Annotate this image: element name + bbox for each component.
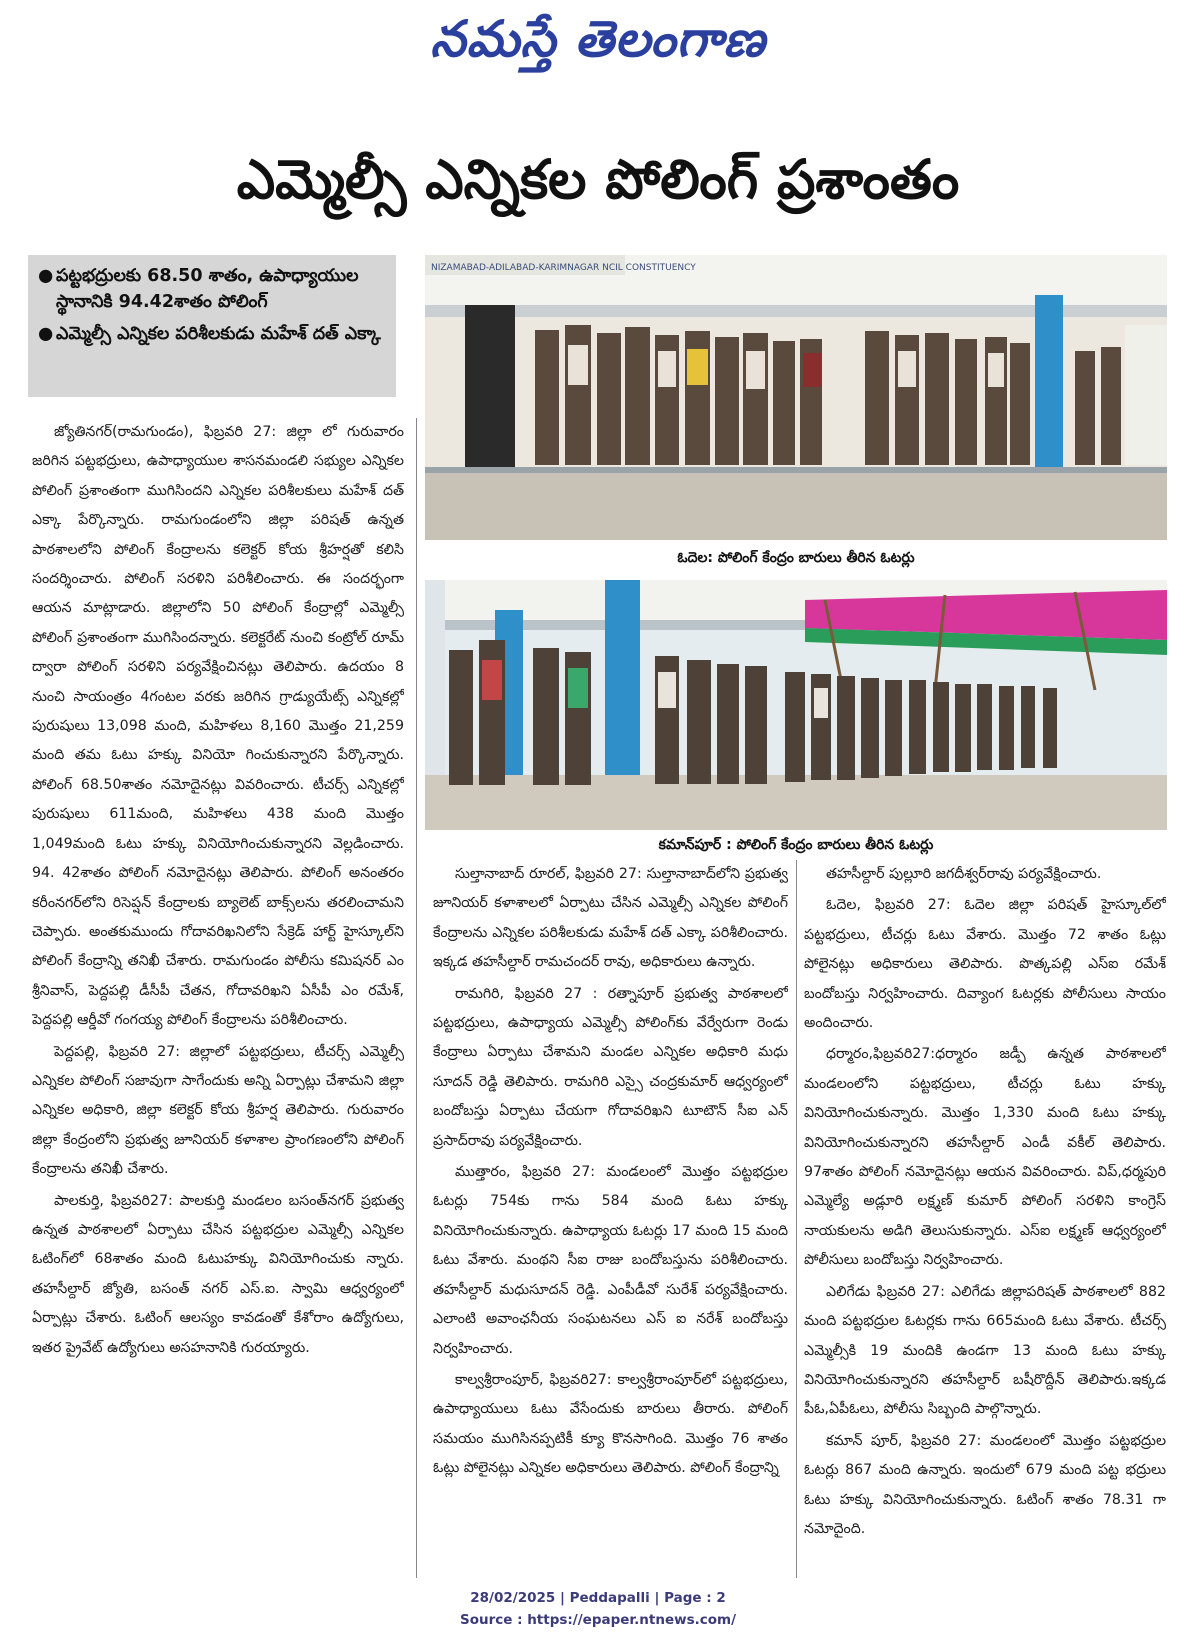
highlight-item	[38, 321, 386, 347]
article-paragraph: కాల్వశ్రీరాంపూర్, ఫిబ్రవరి27: కాల్వశ్రీరాంపూర్‌లో పట్టభద్రులు, ఉపాధ్యాయులు ఓటు వేసేందుకు బారులు తీరారు. పోలింగ్ సమయం ముగిసినప్పటికీ క్యూ కొనసాగింది. మొత్తం 76 శాతం ఓట్లు పోలైనట్లు ఎన్నికల అధికారులు తెలిపారు. పోలింగ్ కేంద్రాన్ని	[433, 1371, 788, 1477]
footer-date-page: 28/02/2025 | Peddapalli | Page : 2	[470, 1590, 726, 1606]
polling-banner-text: NIZAMABAD-ADILABAD-KARIMNAGAR NCIL CONSTITUENCY	[431, 263, 696, 273]
column-divider	[416, 418, 417, 1578]
photo-odela-image	[425, 255, 1167, 540]
bullet-icon: ●	[38, 324, 54, 344]
footer-source-link[interactable]: Source : https://epaper.ntnews.com/	[459, 1612, 737, 1628]
article-paragraph: ధర్మారం,ఫిబ్రవరి27:ధర్మారం జడ్పీ ఉన్నత పాఠశాలలో మండలంలోని పట్టభద్రులు, టీచర్లు ఓటు హక్కు వినియోగించుకున్నారు. మొత్తం 1,330 మంది ఓటు హక్కు వినియోగించుకున్నారని తహసీల్దార్ ఎండీ వకీల్ తెలిపారు. 97శాతం పోలింగ్ నమోదైనట్లు ఆయన వివరించారు. విప్,ధర్మపురి ఎమ్మెల్యే అడ్లూరి లక్ష్మణ్ కుమార్ పోలింగ్ సరళిని కాంగ్రెస్ నాయకులను అడిగి తెలుసుకున్నారు. ఎస్ఐ లక్ష్మణ్ ఆధ్వర్యంలో పోలీసులు బందోబస్తు నిర్వహించారు.	[804, 1046, 1166, 1269]
photo-caption: కమాన్‌పూర్ : పోలింగ్ కేంద్రం బారులు తీరిన ఓటర్లు	[658, 837, 934, 853]
article-paragraph: పాలకుర్తి, ఫిబ్రవరి27: పాలకుర్తి మండలం బసంత్‌నగర్ ప్రభుత్వ ఉన్నత పాఠశాలలో ఏర్పాటు చేసిన పట్టభద్రుల ఎమ్మెల్సీ ఎన్నికల ఓటింగ్‌లో 68శాతం మంది ఓటుహక్కు వినియోగించుకు న్నారు. తహసీల్దార్ జ్యోతి, బసంత్ నగర్ ఎస్.ఐ. స్వామి ఆధ్వర్యంలో ఏర్పాట్లు చేశారు. ఓటింగ్ ఆలస్యం కావడంతో కేశోరాం ఉద్యోగులు, ఇతర ప్రైవేట్ ఉద్యోగులు అసహనానికి గురయ్యారు.	[32, 1192, 404, 1356]
highlight-text: ఎమ్మెల్సీ ఎన్నికల పరిశీలకుడు మహేశ్ దత్ ఎక్కా	[56, 324, 381, 344]
article-paragraph: రామగిరి, ఫిబ్రవరి 27 : రత్నాపూర్ ప్రభుత్వ పాఠశాలలో పట్టభద్రులు, ఉపాధ్యాయ ఎమ్మెల్సీ పోలింగ్‌కు వేర్వేరుగా రెండు కేంద్రాలు ఏర్పాటు చేశామని మండల ఎన్నికల అధికారి మధు సూదన్ రెడ్డి తెలిపారు. రామగిరి ఎస్సై చంద్రకుమార్ ఆధ్వర్యంలో బందోబస్తు ఏర్పాటు చేయగా గోదావరిఖని టూటౌన్ సీఐ ఎన్ ప్రసాద్‌రావు పర్యవేక్షించారు.	[433, 985, 788, 1149]
article-paragraph: ఎలిగేడు ఫిబ్రవరి 27: ఎలిగేడు జిల్లాపరిషత్ పాఠశాలలో 882 మంది పట్టభద్రుల ఓటర్లకు గాను 665మంది ఓటు వేశారు. టీచర్స్ ఎమ్మెల్సీకి 19 మందికి ఉండగా 13 మంది ఓటు హక్కు వినియోగించుకున్నారని తహసీల్దార్ బషీరొద్దీన్ తెలిపారు.ఇక్కడ పీఓ,ఏపీఓలు, పోలీసు సిబ్బంది పాల్గొన్నారు.	[804, 1283, 1166, 1418]
article-paragraph: ముత్తారం, ఫిబ్రవరి 27: మండలంలో మొత్తం పట్టభద్రుల ఓటర్లు 754కు గాను 584 మంది ఓటు హక్కు వినియోగించుకున్నారు. ఉపాధ్యాయ ఓటర్లు 17 మంది 15 మంది ఓటు వేశారు. మంథని సీఐ రాజు బందోబస్తును పరిశీలించారు. తహసీల్దార్ మధుసూదన్ రెడ్డి. ఎంపీడీవో సురేశ్ పర్యవేక్షించారు. ఎలాంటి అవాంఛనీయ సంఘటనలు ఎస్ ఐ నరేశ్ బందోబస్తు నిర్వహించారు.	[433, 1164, 788, 1357]
masthead-logo: నమస్తే తెలంగాణ	[430, 9, 766, 68]
highlight-text: పట్టభద్రులకు 68.50 శాతం, ఉపాధ్యాయుల స్థానానికి 94.42శాతం పోలింగ్	[56, 266, 359, 312]
photo-caption: ఓదెల: పోలింగ్ కేంద్రం బారులు తీరిన ఓటర్లు	[677, 550, 915, 566]
article-paragraph: తహసీల్దార్ పుల్లూరి జగదీశ్వర్‌రావు పర్యవేక్షించారు.	[826, 866, 1102, 882]
article-paragraph: పెద్దపల్లి, ఫిబ్రవరి 27: జిల్లాలో పట్టభద్రులు, టీచర్స్ ఎమ్మెల్సీ ఎన్నికల పోలింగ్ సజావుగా సాగేందుకు అన్ని ఏర్పాట్లు చేశామని జిల్లా ఎన్నికల అధికారి, జిల్లా కలెక్టర్ కోయ శ్రీహర్ష తెలిపారు. గురువారం జిల్లా కేంద్రంలోని ప్రభుత్వ జూనియర్ కళాశాల ప్రాంగణంలోని పోలింగ్ కేంద్రాలను తనిఖీ చేశారు.	[32, 1043, 404, 1178]
article-column-1	[32, 418, 404, 1576]
highlights-box	[28, 255, 396, 397]
column-divider	[796, 860, 797, 1578]
photo-odela-voters	[425, 255, 1167, 540]
article-paragraph: జ్యోతినగర్(రామగుండం), ఫిబ్రవరి 27: జిల్లా లో గురువారం జరిగిన పట్టభద్రులు, ఉపాధ్యాయుల శాసనమండలి సభ్యుల ఎన్నికల పోలింగ్ ప్రశాంతంగా ముగిసిందని ఎన్నికల పరిశీలకులు మహేశ్ దత్ ఎక్కా పేర్కొన్నారు. రామగుండంలోని జిల్లా పరిషత్ ఉన్నత పాఠశాలలోని పోలింగ్ కేంద్రాలను కలెక్టర్ కోయ శ్రీహర్షతో కలిసి సందర్శించారు. పోలింగ్ సరళిని పరిశీలించారు. ఈ సందర్భంగా ఆయన మాట్లాడారు. జిల్లాలోని 50 పోలింగ్ కేంద్రాల్లో ఎమ్మెల్సీ పోలింగ్ ప్రశాంతంగా ముగిసిందన్నారు. కలెక్టరేట్ నుంచి కంట్రోల్ రూమ్ ద్వారా పోలింగ్ సరళిని పర్యవేక్షించినట్లు తెలిపారు. ఉదయం 8 నుంచి సాయంత్రం 4గంటల వరకు జరిగిన గ్రాడ్యుయేట్స్ ఎన్నికల్లో పురుషులు 13,098 మంది, మహిళలు 8,160 మొత్తం 21,259 మంది తమ ఓటు హక్కు వినియో గించుకున్నారని పేర్కొన్నారు. పోలింగ్ 68.50శాతం నమోదైనట్లు వివరించారు. టీచర్స్ ఎన్నికల్లో పురుషులు 611మంది, మహిళలు 438 మంది మొత్తం 1,049మంది ఓటు హక్కు వినియోగించుకున్నారని వెల్లడించారు. 94. 42శాతం పోలింగ్ నమోదైనట్లు తెలిపారు. పోలింగ్ అనంతరం కరీంనగర్‌లోని రిసెప్షన్ కేంద్రాలకు బ్యాలెట్ బాక్స్‌లను తరలించామని చెప్పారు. అంతకుముందు గోదావరిఖనిలోని సేక్రెడ్ హార్ట్ హైస్కూల్‌ని పోలింగ్ కేంద్రాన్ని తనిఖీ చేశారు. రామగుండం పోలీసు కమిషనర్ ఎం శ్రీనివాస్, పెద్దపల్లి డీసీపీ చేతన, గోదావరిఖని ఏసీపీ ఎం రమేశ్, పెద్దపల్లి ఆర్డీవో గంగయ్య పోలింగ్ కేంద్రాలను పరిశీలించారు.	[32, 424, 404, 1029]
headline: ఎమ్మెల్సీ ఎన్నికల పోలింగ్ ప్రశాంతం	[236, 148, 960, 211]
article-paragraph: సుల్తానాబాద్ రూరల్, ఫిబ్రవరి 27: సుల్తానాబాద్‌లోని ప్రభుత్వ జూనియర్ కళాశాలలో ఏర్పాటు చేసిన ఎమ్మెల్సీ ఎన్నికల పోలింగ్ కేంద్రాలను ఎన్నికల పరిశీలకుడు మహేశ్ దత్ ఎక్కా పరిశీలించారు. ఇక్కడ తహసీల్దార్ రామచందర్ రావు, అధికారులు ఉన్నారు.	[433, 866, 788, 971]
highlight-item	[38, 263, 386, 315]
article-paragraph: కమాన్ పూర్, ఫిబ్రవరి 27: మండలంలో మొత్తం పట్టభద్రుల ఓటర్లు 867 మంది ఉన్నారు. ఇందులో 679 మంది పట్ట భద్రులు ఓటు హక్కు వినియోగించుకున్నారు. ఓటింగ్ శాతం 78.31 గా నమోదైంది.	[804, 1432, 1166, 1537]
article-paragraph: ఓదెల, ఫిబ్రవరి 27: ఓదెల జిల్లా పరిషత్ హైస్కూల్‌లో పట్టభద్రులు, టీచర్లు ఓటు వేశారు. మొత్తం 72 శాతం ఓట్లు పోలైనట్లు అధికారులు తెలిపారు. పొత్కపల్లి ఎస్ఐ రమేశ్ బందోబస్తు నిర్వహించారు. దివ్యాంగ ఓటర్లకు పోలీసులు సాయం అందించారు.	[804, 897, 1166, 1032]
photo-kamanpur-voters	[425, 580, 1167, 830]
photo-kamanpur-image	[425, 580, 1167, 830]
article-column-3	[804, 860, 1166, 1576]
bullet-icon: ●	[38, 266, 54, 286]
article-column-2	[433, 860, 788, 1576]
